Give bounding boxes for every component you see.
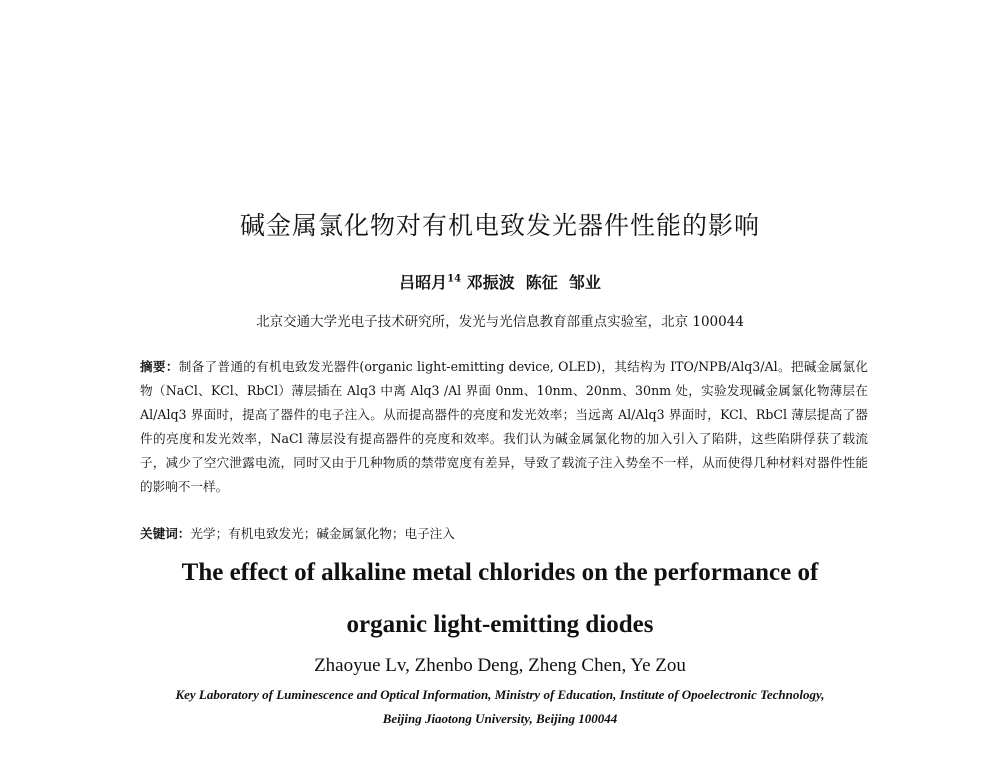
english-title-line-1: The effect of alkaline metal chlorides on the performance of [181, 559, 819, 586]
abstract-label: 摘要： [140, 359, 179, 374]
chinese-authors-rest: 邓振波 陈征 邹业 [461, 273, 601, 292]
author-affiliation-marker: 14 [447, 273, 462, 285]
chinese-author-first: 吕昭月 [399, 273, 448, 292]
chinese-abstract [140, 355, 868, 499]
keywords-label: 关键词： [140, 526, 191, 541]
keywords-text: 光学；有机电致发光；碱金属氯化物；电子注入 [190, 526, 455, 541]
chinese-affiliation: 北京交通大学光电子技术研究所，发光与光信息教育部重点实验室，北京 100044 [256, 314, 744, 330]
english-authors: Zhaoyue Lv, Zhenbo Deng, Zheng Chen, Ye Zou [314, 655, 686, 676]
english-affiliation-line-1: Key Laboratory of Luminescence and Optical Information, Ministry of Education, Institute of Opoelectronic Technology, [175, 687, 825, 702]
english-affiliation-line-2: Beijing Jiaotong University, Beijing 100044 [382, 711, 618, 726]
chinese-title: 碱金属氯化物对有机电致发光器件性能的影响 [239, 211, 760, 240]
chinese-keywords [140, 523, 868, 545]
chinese-authors [0, 270, 1000, 293]
english-title-line-2: organic light-emitting diodes [346, 611, 654, 638]
abstract-text: 制备了普通的有机电致发光器件(organic light-emitting device, OLED)，其结构为 ITO/NPB/Alq3/Al。把碱金属氯化物（NaCl、KCl、RbCl）薄层插在 Alq3 中离 Alq3 /Al 界面 0nm、10nm、20nm、30nm 处，实验发现碱金属氯化物薄层在 Al/Alq3 界面时，提高了器件的电子注入。从而提高器件的亮度和发光效率；当远离 Al/Alq3 界面时，KCl、RbCl 薄层提高了器件的亮度和发光效率，NaCl 薄层没有提高器件的亮度和效率。我们认为碱金属氯化物的加入引入了陷阱，这些陷阱俘获了载流子，减少了空穴泄露电流，同时又由于几种物质的禁带宽度有差异，导致了载流子注入势垒不一样，从而使得几种材料对器件性能的影响不一样。 [140, 359, 869, 494]
